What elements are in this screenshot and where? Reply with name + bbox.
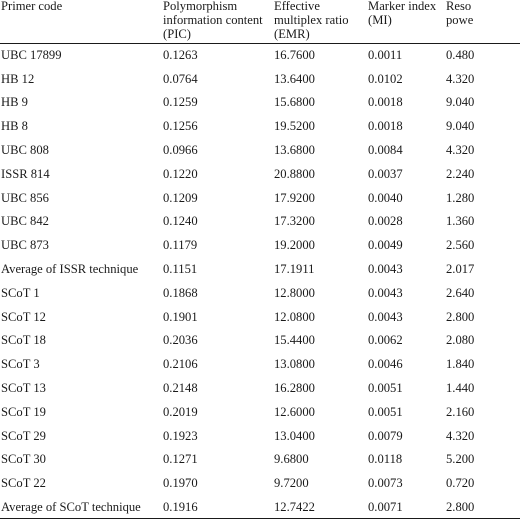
table-row: [0, 495, 520, 519]
emr-cell: 13.0800: [274, 357, 315, 372]
resolving-power-cell: 2.800: [445, 495, 520, 519]
resolving-power-cell: 0.480: [446, 48, 475, 63]
primer-code-cell: SCoT 22: [1, 476, 46, 491]
primer-code-cell: SCoT 12: [1, 309, 46, 324]
mi-cell: 0.0051: [368, 381, 403, 396]
primer-code-cell: UBC 17899: [1, 48, 62, 63]
primer-code-cell: SCoT 13: [1, 381, 46, 396]
pic-cell: 0.2036: [163, 333, 198, 348]
mi-cell: 0.0018: [368, 95, 403, 110]
resolving-power-cell: 2.240: [446, 166, 475, 181]
primer-code-cell: HB 12: [1, 71, 35, 86]
pic-cell: 0.0966: [163, 143, 198, 158]
table-row: [0, 210, 520, 234]
resolving-power-cell: 4.320: [446, 143, 475, 158]
primer-code-cell: SCoT 19: [1, 404, 46, 419]
resolving-power-cell: 1.280: [446, 190, 475, 205]
primer-code-cell: Average of SCoT technique: [0, 495, 162, 519]
mi-cell: 0.0043: [368, 262, 403, 277]
primer-code-cell: UBC 873: [1, 238, 49, 253]
pic-cell: 0.1151: [163, 262, 198, 277]
resolving-power-cell: 1.360: [446, 214, 475, 229]
mi-cell: 0.0079: [368, 428, 403, 443]
table-row: [0, 329, 520, 353]
table-row: [0, 114, 520, 138]
resolving-power-cell: 9.040: [446, 119, 475, 134]
mi-cell: 0.0071: [367, 495, 445, 519]
emr-cell: 17.3200: [274, 214, 315, 229]
table-row: [0, 138, 520, 162]
mi-cell: 0.0073: [368, 476, 403, 491]
mi-cell: 0.0037: [368, 166, 403, 181]
pic-cell: 0.1901: [163, 309, 198, 324]
emr-cell: 9.6800: [274, 452, 309, 467]
emr-cell: 13.6800: [274, 143, 315, 158]
emr-cell: 15.4400: [274, 333, 315, 348]
emr-cell: 20.8800: [274, 166, 315, 181]
mi-cell: 0.0051: [368, 404, 403, 419]
resolving-power-cell: 9.040: [446, 95, 475, 110]
primer-code-cell: HB 9: [1, 95, 28, 110]
header-mi: Marker index (MI): [367, 0, 445, 43]
mi-cell: 0.0102: [368, 71, 403, 86]
table-row: [0, 281, 520, 305]
resolving-power-cell: 2.017: [446, 262, 475, 277]
mi-cell: 0.0028: [368, 214, 403, 229]
emr-cell: 13.6400: [274, 71, 315, 86]
primer-code-cell: Average of ISSR technique: [1, 262, 139, 277]
pic-cell: 0.1263: [163, 48, 198, 63]
primer-code-cell: SCoT 1: [1, 285, 40, 300]
mi-cell: 0.0118: [368, 452, 403, 467]
pic-cell: 0.1923: [163, 428, 198, 443]
emr-cell: 19.2000: [274, 238, 315, 253]
resolving-power-cell: 2.560: [446, 238, 475, 253]
table-row: [0, 352, 520, 376]
primer-code-cell: ISSR 814: [1, 166, 50, 181]
mi-cell: 0.0049: [368, 238, 403, 253]
table-row: [0, 43, 520, 67]
pic-cell: 0.2106: [163, 357, 198, 372]
pic-cell: 0.1240: [163, 214, 198, 229]
primer-code-cell: SCoT 3: [1, 357, 40, 372]
resolving-power-cell: 5.200: [446, 452, 475, 467]
table-row: [0, 424, 520, 448]
emr-cell: 17.9200: [274, 190, 315, 205]
mi-cell: 0.0062: [368, 333, 403, 348]
table-row: [0, 471, 520, 495]
mi-cell: 0.0084: [368, 143, 403, 158]
emr-cell: 16.2800: [274, 381, 315, 396]
emr-cell: 17.1911: [274, 262, 315, 277]
mi-cell: 0.0043: [368, 285, 403, 300]
primer-code-cell: SCoT 30: [1, 452, 46, 467]
mi-cell: 0.0011: [368, 48, 403, 63]
emr-cell: 15.6800: [274, 95, 315, 110]
resolving-power-cell: 2.160: [446, 404, 475, 419]
emr-cell: 12.6000: [274, 404, 315, 419]
pic-cell: 0.0764: [163, 71, 198, 86]
emr-cell: 12.7422: [273, 495, 367, 519]
pic-cell: 0.2148: [163, 381, 198, 396]
emr-cell: 12.8000: [274, 285, 315, 300]
pic-cell: 0.2019: [163, 404, 198, 419]
pic-cell: 0.1868: [163, 285, 198, 300]
pic-cell: 0.1220: [163, 166, 198, 181]
resolving-power-cell: 2.800: [446, 309, 475, 324]
resolving-power-cell: 4.320: [446, 428, 475, 443]
pic-cell: 0.1256: [163, 119, 198, 134]
table-row: [0, 448, 520, 472]
primer-code-cell: UBC 842: [1, 214, 49, 229]
resolving-power-cell: 2.080: [446, 333, 475, 348]
pic-cell: 0.1916: [162, 495, 273, 519]
table-body: [0, 43, 520, 519]
emr-cell: 19.5200: [274, 119, 315, 134]
table-row: [0, 305, 520, 329]
pic-cell: 0.1179: [163, 238, 198, 253]
resolving-power-cell: 1.440: [446, 381, 475, 396]
emr-cell: 16.7600: [274, 48, 315, 63]
table-row: [0, 257, 520, 281]
table-row: [0, 400, 520, 424]
resolving-power-cell: 2.640: [446, 285, 475, 300]
header-primer-code: Primer code: [0, 0, 162, 43]
table-row: [0, 376, 520, 400]
pic-cell: 0.1271: [163, 452, 198, 467]
table-row: [0, 67, 520, 91]
table-row: [0, 233, 520, 257]
pic-cell: 0.1209: [163, 190, 198, 205]
mi-cell: 0.0046: [368, 357, 403, 372]
mi-cell: 0.0018: [368, 119, 403, 134]
primer-code-cell: UBC 856: [1, 190, 49, 205]
pic-cell: 0.1259: [163, 95, 198, 110]
resolving-power-cell: 1.840: [446, 357, 475, 372]
emr-cell: 9.7200: [274, 476, 309, 491]
primer-code-cell: SCoT 18: [1, 333, 46, 348]
table-header-row: [0, 0, 520, 43]
resolving-power-cell: 0.720: [446, 476, 475, 491]
primer-code-cell: SCoT 29: [1, 428, 46, 443]
emr-cell: 13.0400: [274, 428, 315, 443]
pic-cell: 0.1970: [163, 476, 198, 491]
primer-code-cell: HB 8: [1, 119, 28, 134]
header-emr: Effective multiplex ratio (EMR): [273, 0, 367, 43]
primer-code-cell: UBC 808: [1, 143, 49, 158]
mi-cell: 0.0043: [368, 309, 403, 324]
emr-cell: 12.0800: [274, 309, 315, 324]
header-resolving-power: Reso powe: [445, 0, 520, 43]
table-row: [0, 162, 520, 186]
resolving-power-cell: 4.320: [446, 71, 475, 86]
header-pic: Polymorphism information content (PIC): [162, 0, 273, 43]
table-row: [0, 186, 520, 210]
table-row: [0, 91, 520, 115]
mi-cell: 0.0040: [368, 190, 403, 205]
